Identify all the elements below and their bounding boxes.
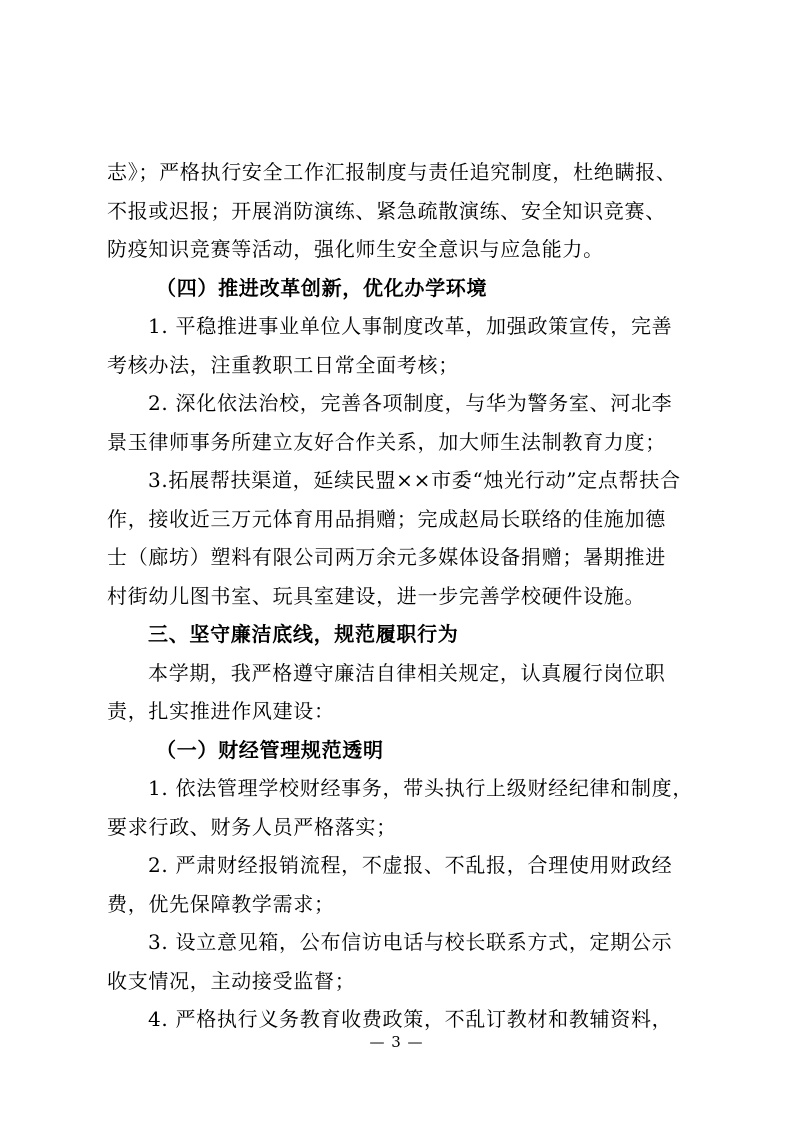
body-text-line: 1. 平稳推进事业单位人事制度改革，加强政策宣传，完善 bbox=[148, 314, 673, 338]
body-text-line: 1. 依法管理学校财经事务，带头执行上级财经纪律和制度， bbox=[148, 776, 694, 800]
body-text-line: 景玉律师事务所建立友好合作关系，加大师生法制教育力度； bbox=[107, 430, 666, 454]
body-text-line: 3.拓展帮扶渠道，延续民盟××市委“烛光行动”定点帮扶合 bbox=[148, 468, 681, 492]
body-text-line: 2. 严肃财经报销流程，不虚报、不乱报，合理使用财政经 bbox=[148, 853, 673, 877]
body-text-line: 费，优先保障教学需求； bbox=[107, 892, 335, 916]
body-text-line: 收支情况，主动接受监督； bbox=[107, 969, 356, 993]
body-text-line: 士（廊坊）塑料有限公司两万余元多媒体设备捐赠；暑期推进 bbox=[107, 545, 666, 569]
section-heading-4: （四）推进改革创新，优化办学环境 bbox=[156, 276, 488, 300]
body-text-line: 3. 设立意见箱，公布信访电话与校长联系方式，定期公示 bbox=[148, 930, 673, 954]
body-text-line: 防疫知识竞赛等活动，强化师生安全意识与应急能力。 bbox=[107, 237, 604, 261]
section-heading-1: （一）财经管理规范透明 bbox=[156, 738, 384, 762]
page-number: — 3 — bbox=[369, 1033, 424, 1051]
body-text-line: 志》；严格执行安全工作汇报制度与责任追究制度，杜绝瞒报、 bbox=[107, 160, 677, 184]
body-text-line: 作，接收近三万元体育用品捐赠；完成赵局长联络的佳施加德 bbox=[107, 507, 666, 531]
chapter-heading-3: 三、坚守廉洁底线，规范履职行为 bbox=[148, 622, 459, 646]
body-text-line: 2. 深化依法治校，完善各项制度，与华为警务室、河北李 bbox=[148, 391, 673, 415]
body-text-line: 村街幼儿图书室、玩具室建设，进一步完善学校硬件设施。 bbox=[107, 584, 646, 608]
body-text-line: 不报或迟报；开展消防演练、紧急疏散演练、安全知识竞赛、 bbox=[107, 199, 666, 223]
body-text-line: 考核办法，注重教职工日常全面考核； bbox=[107, 353, 459, 377]
body-text-line: 4. 严格执行义务教育收费政策，不乱订教材和教辅资料， bbox=[148, 1007, 673, 1031]
body-text-line: 本学期，我严格遵守廉洁自律相关规定，认真履行岗位职 bbox=[148, 661, 666, 685]
body-text-line: 责，扎实推进作风建设： bbox=[107, 699, 335, 723]
body-text-line: 要求行政、财务人员严格落实； bbox=[107, 815, 397, 839]
